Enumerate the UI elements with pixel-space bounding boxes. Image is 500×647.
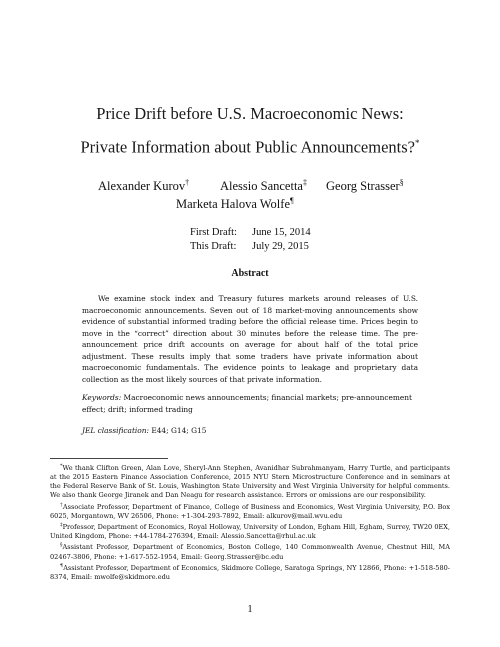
first-draft-row: [190, 226, 311, 240]
footnote-sancetta: [50, 521, 450, 541]
paper-title-line-1: Price Drift before U.S. Macroeconomic News:: [96, 104, 404, 123]
footnote-kurov: [50, 501, 450, 521]
author-mark: §: [399, 178, 404, 187]
footnote-mark: *: [60, 463, 63, 469]
title-line-2-text: Private Information about Public Announcements?: [80, 137, 415, 157]
jel-label: JEL classification:: [82, 426, 149, 435]
keywords: [82, 392, 418, 415]
this-draft-date: July 29, 2015: [252, 241, 309, 252]
author-kurov: [98, 178, 189, 194]
footnote-text: Assistant Professor, Department of Economics, Skidmore College, Saratoga Springs, NY 12866, Phone: +1-518-580-8374, Email: mwolfe@skidmore.edu: [50, 563, 450, 581]
abstract-heading: Abstract: [231, 268, 269, 279]
this-draft-label: This Draft:: [190, 241, 237, 252]
footnote-divider: [50, 458, 168, 459]
footnote-text: Assistant Professor, Department of Economics, Boston College, 140 Commonwealth Avenue, Chestnut Hill, MA 02467-3806, Phone: +1-617-552-1954, Email: Georg.Strasser@bc.edu: [50, 543, 450, 561]
title-footnote-mark: *: [415, 138, 420, 148]
footnote-mark: §: [60, 542, 63, 549]
footnote-strasser: [50, 541, 450, 561]
author-mark: ‡: [302, 178, 307, 187]
draft-dates: [190, 226, 311, 254]
author-name: Georg Strasser: [326, 179, 400, 194]
footnotes: [50, 462, 450, 582]
footnote-text: We thank Clifton Green, Alan Love, Sheryl-Ann Stephen, Avanidhar Subrahmanyam, Harry Turtle, and participants at the 2015 Eastern Finance Association Conference, 2015 NYU Stern Microstructure Conference and in seminars at the Federal Reserve Bank of St. Louis, Washington State University and West Virginia University for helpful comments. We also thank George Jiranek and Dan Neagu for research assistance. Errors or omissions are our responsibility.: [50, 464, 450, 500]
page-number: 1: [247, 604, 253, 615]
author-name: Alexander Kurov: [98, 179, 186, 194]
author-sancetta: [220, 178, 307, 194]
footnote-mark: ‡: [60, 521, 63, 528]
keywords-text: Macroeconomic news announcements; financial markets; pre-announcement effect; drift; informed trading: [82, 393, 412, 414]
first-draft-date: June 15, 2014: [252, 227, 311, 238]
this-draft-row: [190, 240, 311, 254]
author-name: Alessio Sancetta: [220, 179, 303, 194]
author-name: Marketa Halova Wolfe: [176, 197, 290, 212]
author-wolfe: [176, 196, 294, 212]
footnote-mark: ¶: [60, 562, 64, 569]
jel-classification: [82, 425, 418, 437]
jel-codes: E44; G14; G15: [148, 426, 207, 435]
first-draft-label: First Draft:: [190, 227, 237, 238]
footnote-text: Professor, Department of Economics, Royal Holloway, University of London, Egham Hill, Egham, Surrey, TW20 0EX, United Kingdom, Phone: +44-1784-276394, Email: Alessio.Sancetta@rhul.ac.uk: [50, 523, 451, 541]
footnote-mark: †: [60, 501, 63, 508]
abstract-text: We examine stock index and Treasury futures markets around releases of U.S. macroeconomic announcements. Seven out of 18 market-moving announcements show evidence of substantial informed trading before the official release time. Prices begin to move in the “correct” direction about 30 minutes before the release time. The pre-announcement price drift accounts on average for about half of the total price adjustment. These results imply that some traders have private information about macroeconomic fundamentals. The evidence points to leakage and proprietary data collection as the most likely sources of that private information.: [82, 294, 418, 384]
author-mark: ¶: [290, 196, 294, 205]
paper-title-line-2: [40, 133, 460, 158]
footnote-acknowledgements: [50, 462, 450, 501]
footnote-text: Associate Professor, Department of Finance, College of Business and Economics, West Virginia University, P.O. Box 6025, Morgantown, WV 26506, Phone: +1-304-293-7892, Email: alkurov@mail.wvu.edu: [50, 502, 451, 520]
author-mark: †: [185, 178, 190, 187]
footnote-wolfe: [50, 562, 450, 582]
author-strasser: [326, 178, 404, 194]
keywords-label: Keywords:: [82, 393, 122, 402]
